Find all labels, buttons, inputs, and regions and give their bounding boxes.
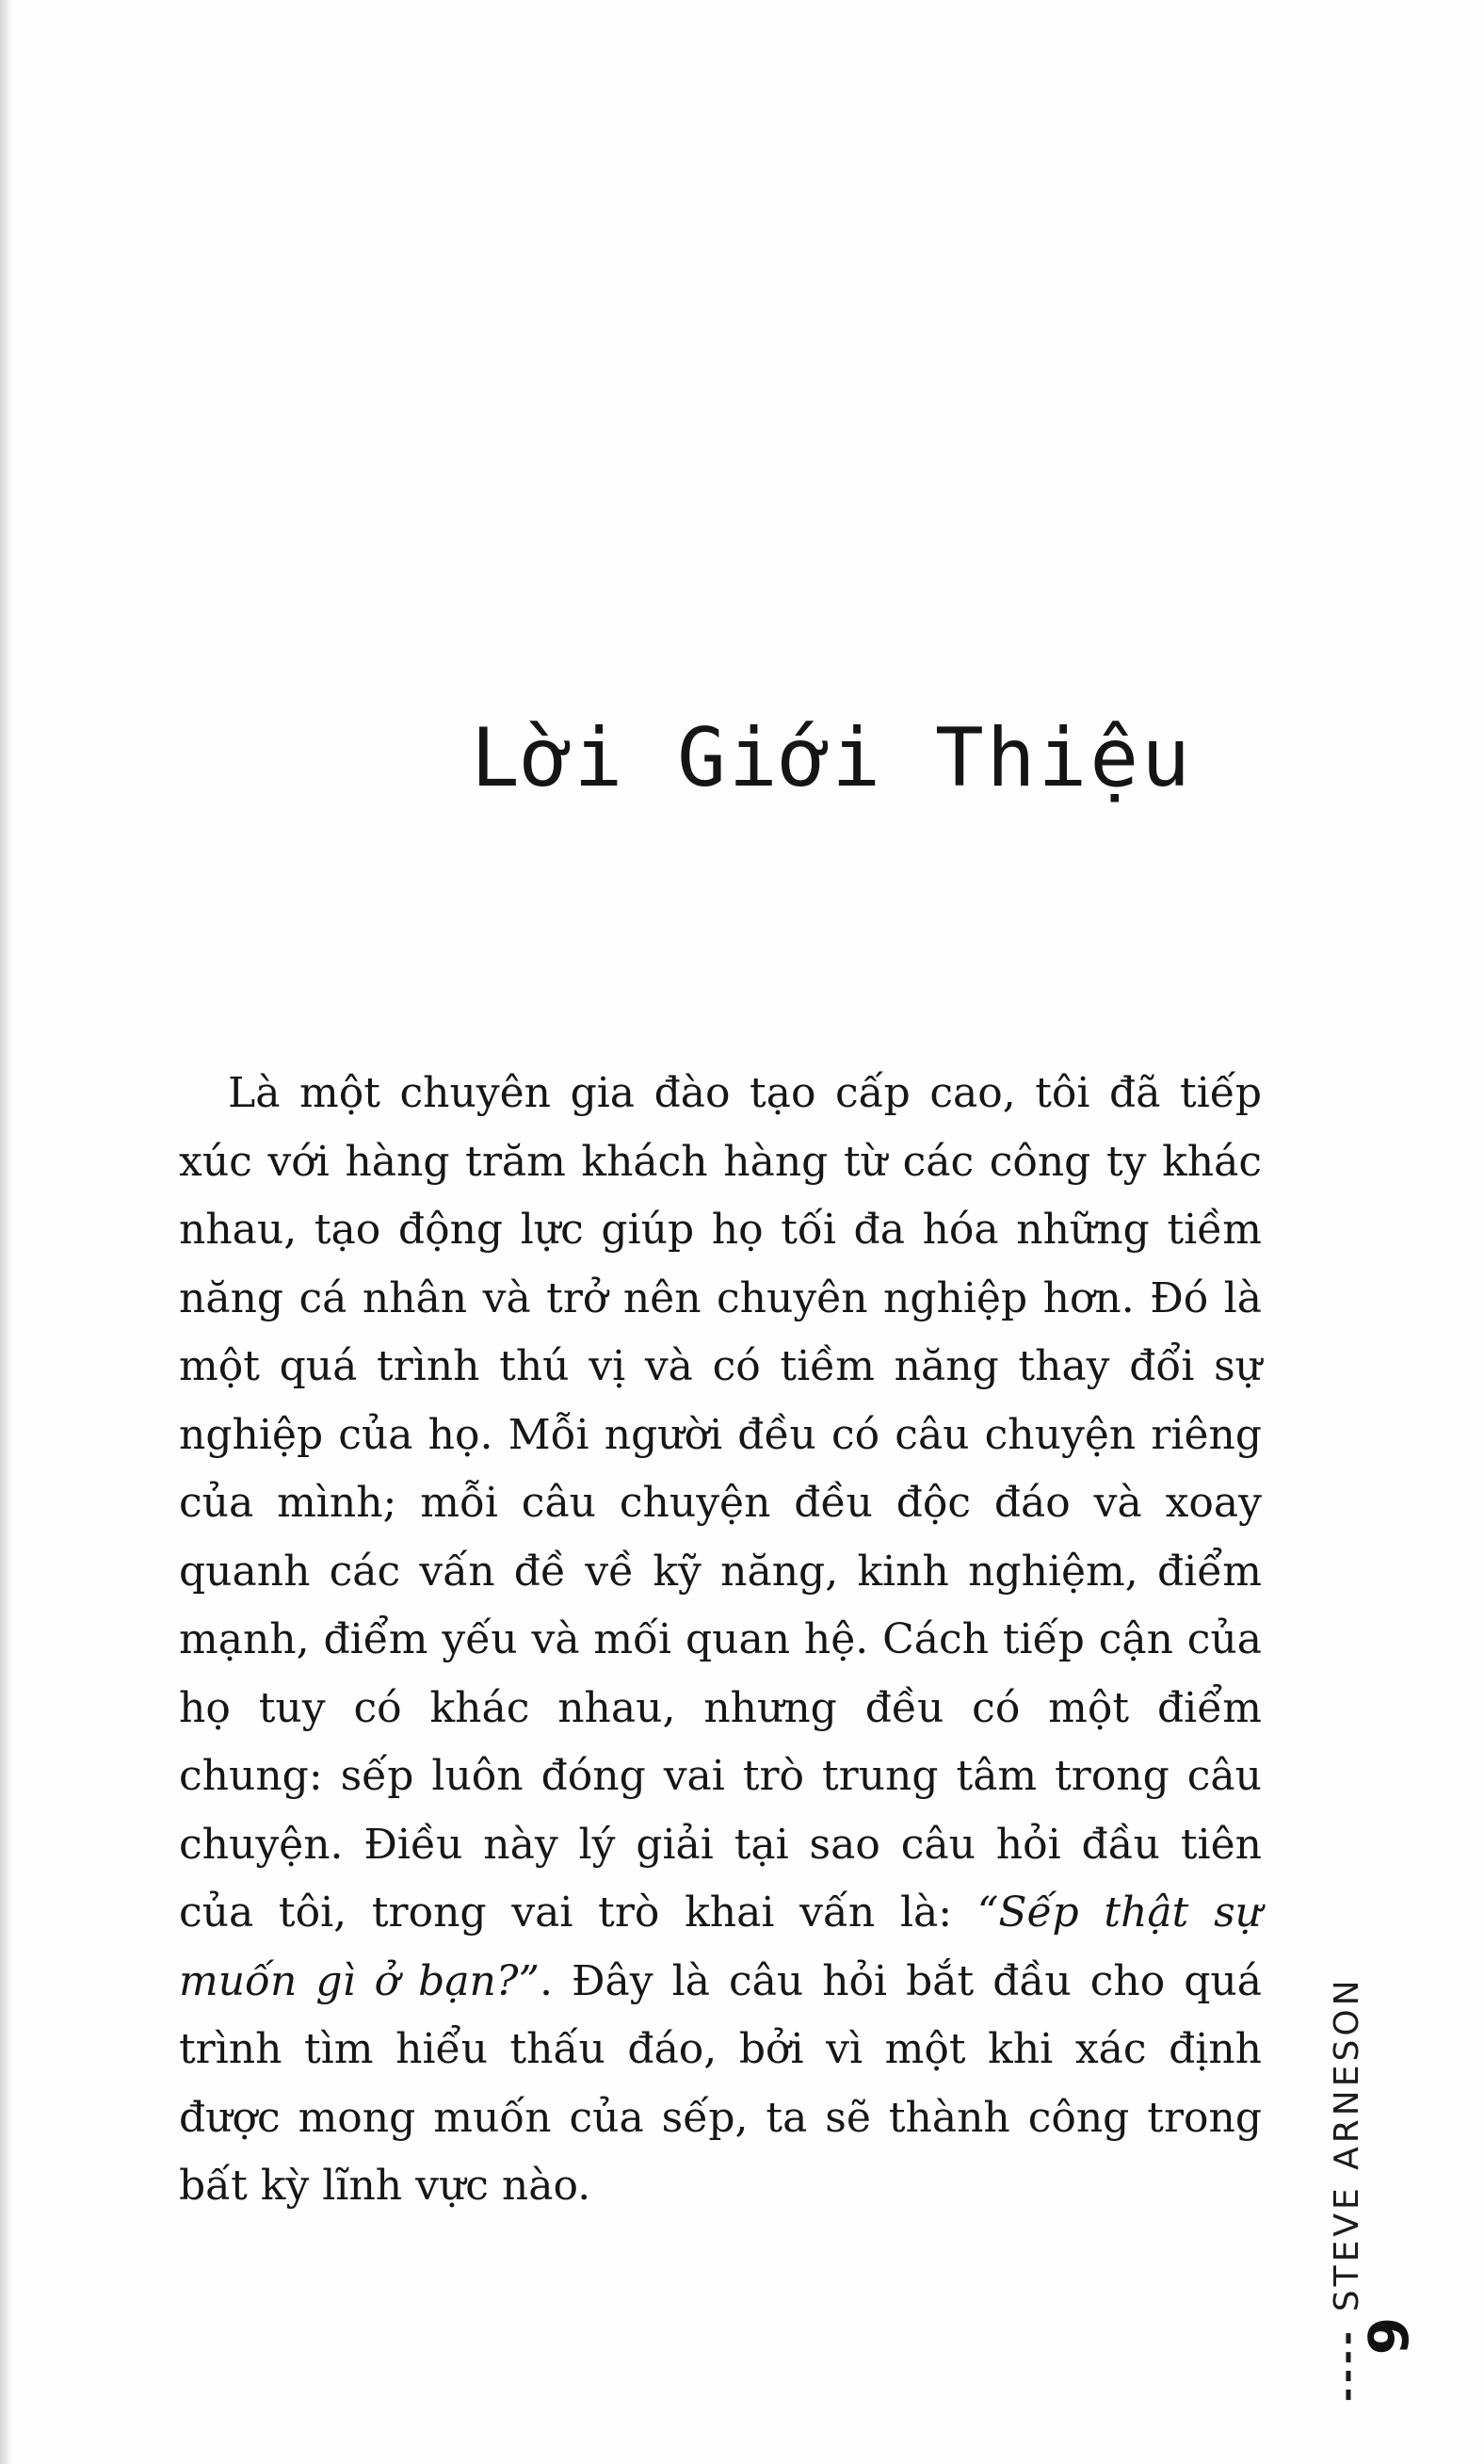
body-quote: “Sếp thật sự muốn gì ở bạn?” [179, 1889, 1262, 2005]
running-head-rule: ---- [1327, 2326, 1366, 2402]
body-text-opening: Là một chuyên gia đào tạo cấp cao, tôi đã tiếp xúc với hàng trăm khách hàng từ các công ty khác nhau, tạo động lực giúp họ tối đa hóa những tiềm năng cá nhân và trở nên chuyên nghiệp hơn. Đó là một quá trình thú vị và có tiềm năng thay đổi sự nghiệp của họ. Mỗi người đều có câu chuyện riêng của mình; mỗi câu chuyện đều độc đáo và xoay quanh các vấn đề về kỹ năng, kinh nghiệm, điểm mạnh, điểm yếu và mối quan hệ. Cách tiếp cận của họ tuy có khác nhau, nhưng đều có một điểm chung: sếp luôn đóng vai trò trung tâm trong câu chuyện. Điều này lý giải tại sao câu hỏi đầu tiên của tôi, trong vai trò khai vấn là: [179, 1069, 1262, 1937]
chapter-title: Lời Giới Thiệu [471, 711, 1193, 805]
page-binding-edge [0, 0, 13, 2464]
body-text-closing: . Đây là câu hỏi bắt đầu cho quá trình tìm hiểu thấu đáo, bởi vì một khi xác định được mong muốn của sếp, ta sẽ thành công trong bất kỳ lĩnh vực nào. [179, 1956, 1262, 2210]
body-paragraph [179, 1060, 1262, 2221]
page-number: 9 [1357, 2316, 1421, 2356]
running-head-author: STEVE ARNESON [1327, 1976, 1366, 2312]
